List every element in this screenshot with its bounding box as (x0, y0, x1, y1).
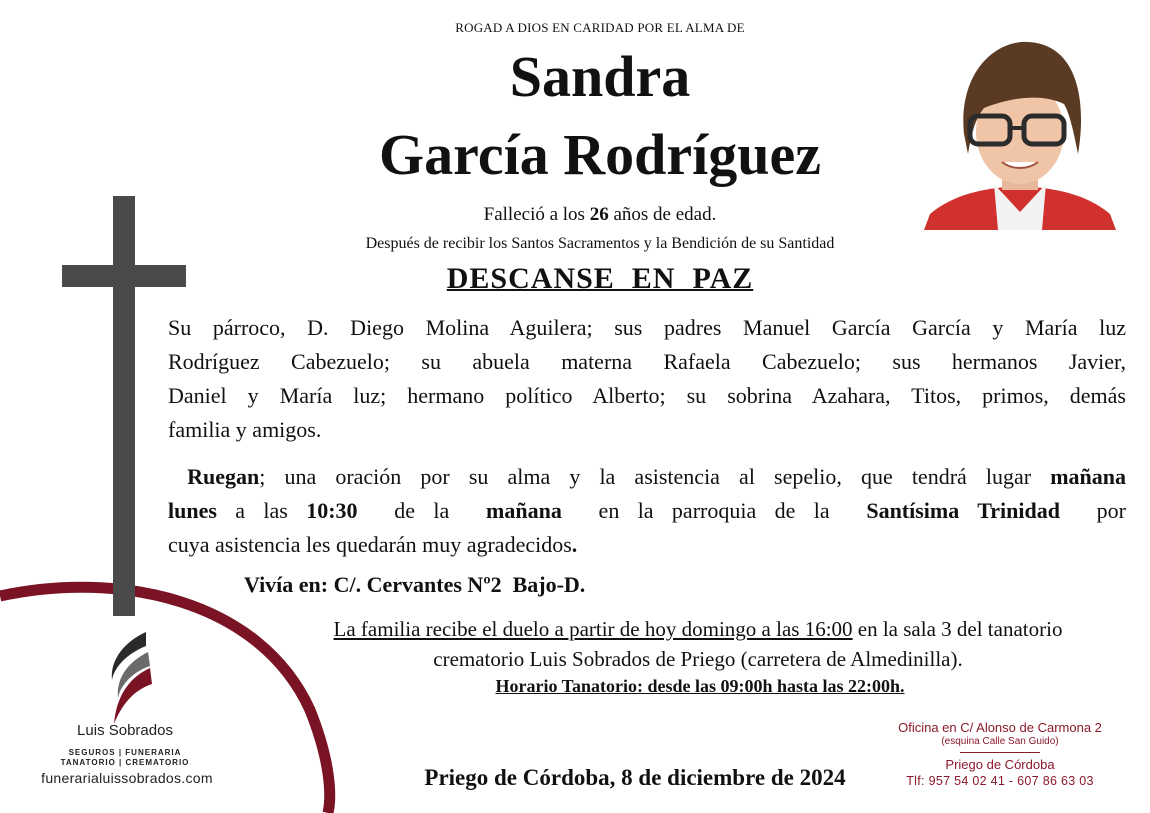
rest-in-peace-heading: DESCANSE EN PAZ (446, 262, 754, 295)
request-paragraph: Ruegan; una oración por su alma y la asistencia al sepelio, que tendrá lugar mañana lunes a las 10:30 de la mañana en la parroquia de la Santísima Trinidad por cuya asistencia les quedarán muy agradecidos. (168, 464, 1127, 557)
age-line: Falleció a los 26 años de edad. (483, 204, 717, 225)
office-city: Priego de Córdoba (945, 757, 1055, 772)
wake-info: La familia recibe el duelo a partir de hoy domingo a las 16:00 en la sala 3 del tanatorio crematorio Luis Sobrados de Priego (carretera de Almedinilla). (333, 617, 1063, 671)
office-divider (960, 752, 1040, 753)
office-address-note: (esquina Calle San Guido) (941, 736, 1059, 747)
home-address: Vivía en: C/. Cervantes Nº2 Bajo-D. (244, 572, 586, 597)
place-date-line: Priego de Córdoba, 8 de diciembre de 2024 (424, 765, 846, 790)
funeral-home-logo-icon (98, 628, 158, 728)
funeral-home-tagline: TANATORIO | CREMATORIO (60, 758, 190, 767)
prayer-header: ROGAD A DIOS EN CARIDAD POR EL ALMA DE (455, 20, 745, 35)
office-address: Oficina en C/ Alonso de Carmona 2 (898, 720, 1102, 735)
sacraments-line: Después de recibir los Santos Sacramentos y la Bendición de su Santidad (365, 235, 835, 252)
family-paragraph: Su párroco, D. Diego Molina Aguilera; sus padres Manuel García García y María luz Rodríguez Cabezuelo; su abuela materna Rafaela Cabezuelo; sus hermanos Javier, Daniel y María luz; hermano político Alberto; su sobrina Azahara, Titos, primos, demás familia y amigos. (168, 315, 1126, 442)
deceased-photo (924, 34, 1116, 230)
deceased-first-name: Sandra (509, 44, 691, 109)
funeral-home-tagline: SEGUROS | FUNERARIA (68, 748, 182, 757)
funeral-home-hours: Horario Tanatorio: desde las 09:00h hasta las 22:00h. (495, 676, 905, 696)
funeral-home-name: Luis Sobrados (77, 722, 173, 739)
funeral-home-website: funerarialuissobrados.com (41, 770, 213, 786)
deceased-last-name: García Rodríguez (379, 122, 821, 187)
office-phone: Tlf: 957 54 02 41 - 607 86 63 03 (906, 774, 1094, 788)
